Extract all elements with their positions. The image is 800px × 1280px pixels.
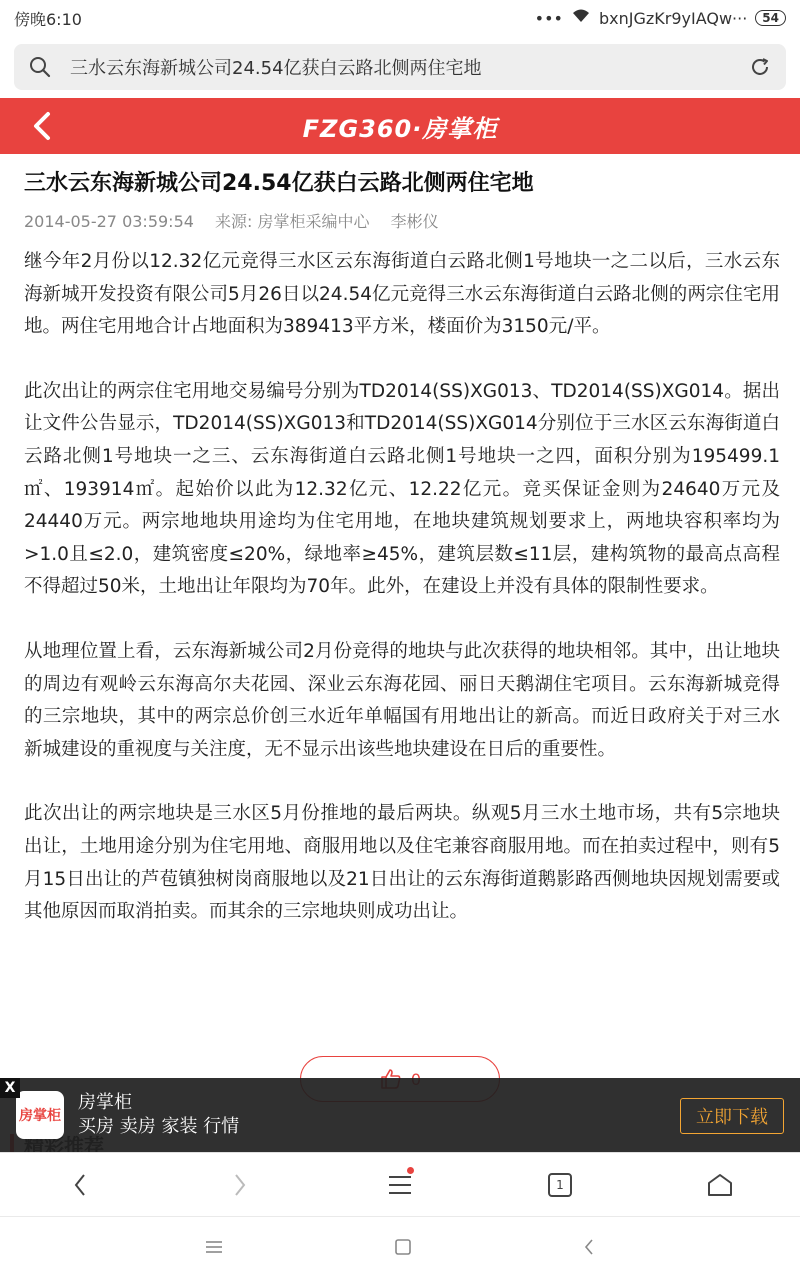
article-paragraph: 此次出让的两宗地块是三水区5月份推地的最后两块。纵观5月三水土地市场，共有5宗地块出让，土地用途分别为住宅用地、商服用地以及住宅兼容商服用地。而在拍卖过程中，则有5月15日出让的芦苞镇独树岗商服地以及21日出让的云东海街道鹅影路西侧地块因规划需要或其他原因而取消拍卖。而其余的三宗地块则成功出让。 [24, 803, 780, 923]
menu-icon [387, 1174, 413, 1196]
tabs-icon: 1 [548, 1173, 572, 1197]
status-right [535, 8, 786, 28]
browser-toolbar [0, 1152, 800, 1216]
square-icon [394, 1238, 412, 1256]
site-header [0, 98, 800, 154]
back-system-button[interactable] [583, 1238, 595, 1260]
search-icon[interactable] [28, 55, 52, 79]
wifi-icon [571, 8, 591, 28]
system-nav [0, 1216, 800, 1280]
network-name: bxnJGzKr9yIAQw··· [598, 8, 748, 28]
chevron-right-icon [232, 1172, 248, 1198]
close-icon[interactable]: X [0, 1078, 20, 1098]
home-icon [706, 1172, 734, 1198]
home-system-button[interactable] [394, 1238, 412, 1260]
app-download-banner[interactable] [0, 1078, 800, 1152]
article-meta [24, 210, 780, 234]
chevron-left-icon [72, 1172, 88, 1198]
tabs-button[interactable] [536, 1161, 584, 1209]
article-paragraph: 从地理位置上看，云东海新城公司2月份竞得的地块与此次获得的地块相邻。其中，出让地块的周边有观岭云东海高尔夫花园、深业云东海花园、丽日天鹅湖住宅项目。云东海新城竞得的三宗地块，其中的两宗总价创三水近年单幅国有用地出让的新高。而近日政府关于对三水新城建设的重视度与关注度，无不显示出该些地块建设在日后的重要性。 [24, 640, 780, 760]
article-author: 李彬仪 [390, 212, 439, 231]
app-icon: 房掌柜 [16, 1091, 64, 1139]
article-paragraph: 此次出让的两宗住宅用地交易编号分别为TD2014(SS)XG013、TD2014(SS)XG014。据出让文件公告显示，TD2014(SS)XG013和TD2014(SS)XG014分别位于三水区云东海街道白云路北侧1号地块一之三、云东海街道白云路北侧1号地块一之四，面积分别为195499.1㎡、193914㎡。起始价以此为12.32亿元、12.22亿元。竞买保证金则为24640万元及24440万元。两宗地地块用途均为住宅用地，在地块建筑规划要求上，两地块容积率均为>1.0且≤2.0，建筑密度≤20%，绿地率≥45%，建筑层数≤11层，建构筑物的最高点高程不得超过50米，土地出让年限均为70年。此外，在建设上并没有具体的限制性要求。 [24, 380, 780, 598]
article-title: 三水云东海新城公司24.54亿获白云路北侧两住宅地 [24, 171, 534, 196]
status-bar [0, 0, 800, 36]
app-name: 房掌柜 [78, 1092, 132, 1113]
recents-button[interactable] [205, 1239, 223, 1258]
menu-icon [205, 1240, 223, 1254]
more-dots-icon: ••• [534, 8, 563, 28]
chevron-left-icon [32, 111, 52, 141]
article-source: 来源: 房掌柜采编中心 [215, 212, 370, 231]
app-text [78, 1091, 239, 1139]
refresh-icon[interactable] [748, 55, 772, 79]
forward-nav-button[interactable] [216, 1161, 264, 1209]
address-text[interactable]: 三水云东海新城公司24.54亿获白云路北侧两住宅地 [70, 58, 482, 79]
back-button[interactable] [24, 108, 60, 144]
battery-icon: 54 [755, 10, 786, 26]
status-time: 傍晚6:10 [14, 9, 82, 29]
chevron-left-icon [583, 1238, 595, 1256]
article-paragraph: 继今年2月份以12.32亿元竞得三水区云东海街道白云路北侧1号地块一之二以后，三水云东海新城开发投资有限公司5月26日以24.54亿元竞得三水云东海街道白云路北侧的两宗住宅用地。两住宅用地合计占地面积为389413平方米，楼面价为3150元/平。 [24, 251, 780, 338]
notification-dot [407, 1167, 414, 1174]
home-button[interactable] [696, 1161, 744, 1209]
download-button[interactable]: 立即下载 [680, 1098, 784, 1134]
article [24, 154, 780, 929]
site-logo[interactable]: FZG360·房掌柜 [302, 114, 498, 143]
address-bar[interactable] [14, 44, 786, 90]
app-subtitle: 买房 卖房 家装 行情 [78, 1116, 240, 1137]
article-date: 2014-05-27 03:59:54 [24, 212, 194, 231]
back-nav-button[interactable] [56, 1161, 104, 1209]
menu-button[interactable] [376, 1161, 424, 1209]
